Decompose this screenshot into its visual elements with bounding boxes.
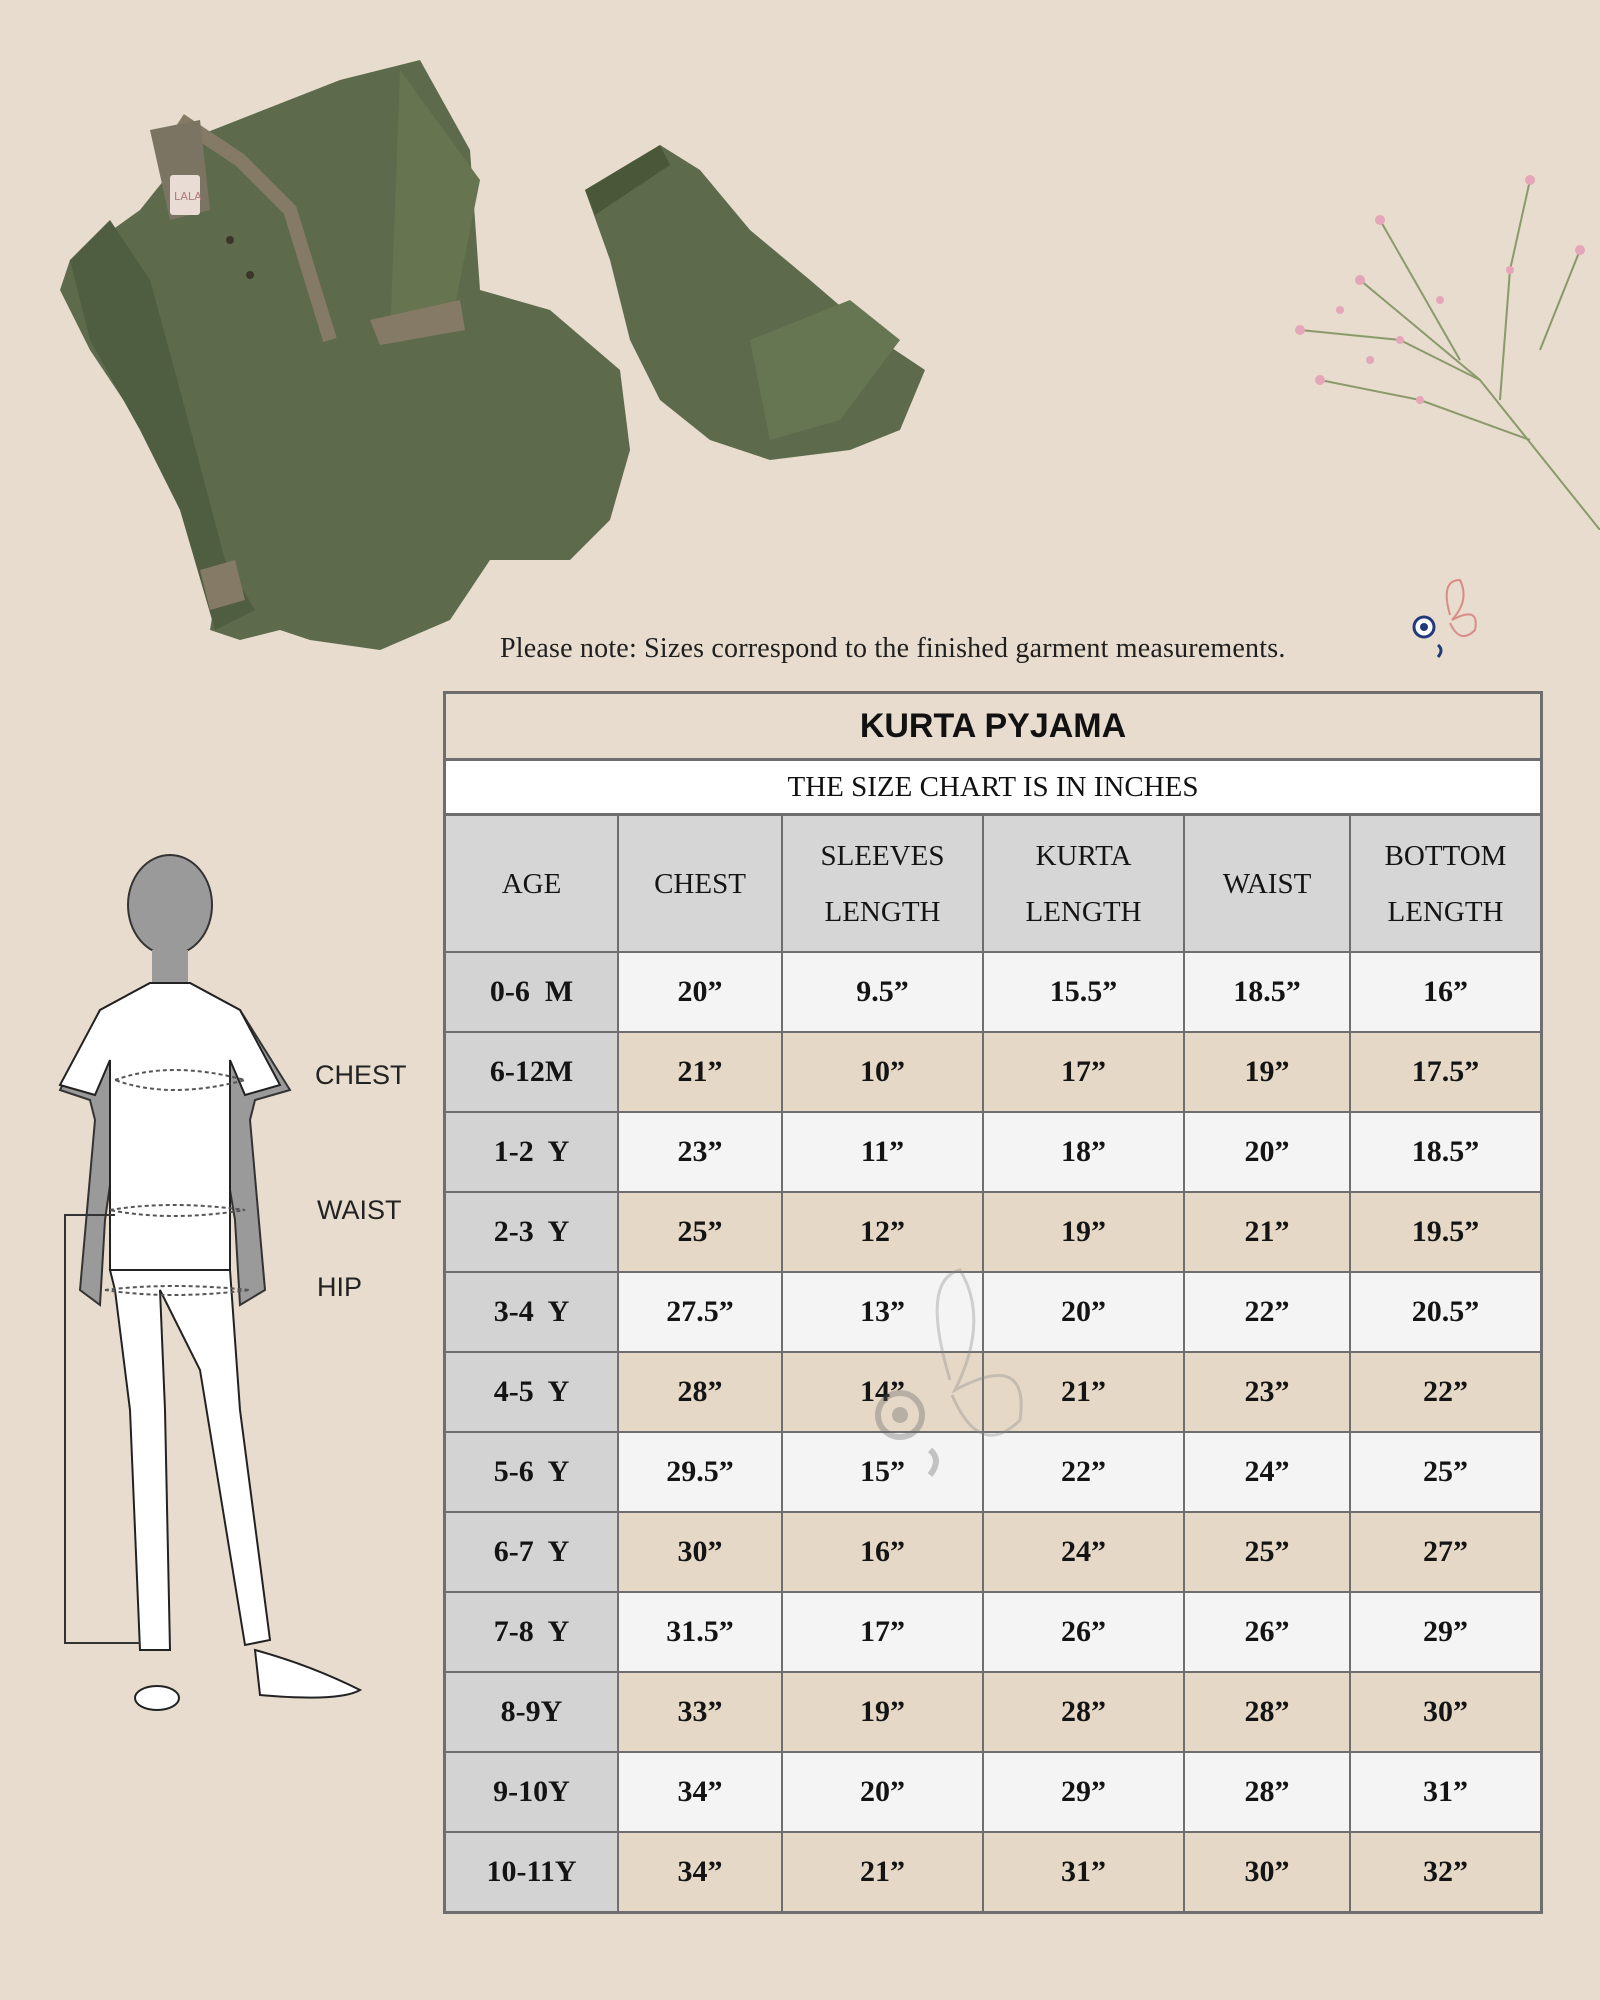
table-row	[446, 1832, 1540, 1911]
table-row	[446, 1672, 1540, 1752]
cell-age: 5-6 Y	[446, 1432, 618, 1512]
cell-age: 6-7 Y	[446, 1512, 618, 1592]
cell-age: 8-9Y	[446, 1672, 618, 1752]
cell-kurta-length: 31”	[983, 1832, 1184, 1911]
cell-sleeves-length: 15”	[782, 1432, 983, 1512]
cell-chest: 21”	[618, 1032, 782, 1112]
flower-sprig-decoration	[1280, 150, 1600, 530]
cell-waist: 19”	[1184, 1032, 1350, 1112]
cell-sleeves-length: 19”	[782, 1672, 983, 1752]
product-image	[50, 40, 950, 680]
cell-age: 10-11Y	[446, 1832, 618, 1911]
cell-bottom-length: 25”	[1350, 1432, 1540, 1512]
cell-bottom-length: 19.5”	[1350, 1192, 1540, 1272]
cell-waist: 18.5”	[1184, 952, 1350, 1032]
cell-chest: 23”	[618, 1112, 782, 1192]
cell-waist: 28”	[1184, 1752, 1350, 1832]
cell-kurta-length: 19”	[983, 1192, 1184, 1272]
cell-age: 2-3 Y	[446, 1192, 618, 1272]
waist-label: WAIST	[317, 1195, 402, 1225]
cell-chest: 29.5”	[618, 1432, 782, 1512]
cell-chest: 27.5”	[618, 1272, 782, 1352]
cell-sleeves-length: 11”	[782, 1112, 983, 1192]
cell-bottom-length: 16”	[1350, 952, 1540, 1032]
table-row	[446, 1032, 1540, 1112]
column-header-chest: CHEST	[618, 816, 782, 952]
cell-age: 4-5 Y	[446, 1352, 618, 1432]
cell-bottom-length: 20.5”	[1350, 1272, 1540, 1352]
cell-age: 7-8 Y	[446, 1592, 618, 1672]
chest-label: CHEST	[315, 1060, 407, 1090]
cell-sleeves-length: 10”	[782, 1032, 983, 1112]
cell-sleeves-length: 17”	[782, 1592, 983, 1672]
cell-sleeves-length: 20”	[782, 1752, 983, 1832]
column-header-bottom-length: BOTTOM LENGTH	[1350, 816, 1540, 952]
cell-kurta-length: 26”	[983, 1592, 1184, 1672]
cell-bottom-length: 27”	[1350, 1512, 1540, 1592]
cell-bottom-length: 17.5”	[1350, 1032, 1540, 1112]
cell-kurta-length: 17”	[983, 1032, 1184, 1112]
cell-waist: 30”	[1184, 1832, 1350, 1911]
kurta-shirt	[60, 60, 630, 650]
cell-age: 6-12M	[446, 1032, 618, 1112]
cell-kurta-length: 29”	[983, 1752, 1184, 1832]
cell-kurta-length: 18”	[983, 1112, 1184, 1192]
cell-bottom-length: 30”	[1350, 1672, 1540, 1752]
cell-sleeves-length: 13”	[782, 1272, 983, 1352]
cell-age: 0-6 M	[446, 952, 618, 1032]
cell-age: 9-10Y	[446, 1752, 618, 1832]
cell-waist: 20”	[1184, 1112, 1350, 1192]
table-row	[446, 1112, 1540, 1192]
table-row	[446, 1592, 1540, 1672]
cell-waist: 22”	[1184, 1272, 1350, 1352]
table-row	[446, 1752, 1540, 1832]
cell-sleeves-length: 14”	[782, 1352, 983, 1432]
boy-measurement-figure	[40, 850, 440, 1730]
cell-chest: 28”	[618, 1352, 782, 1432]
cell-waist: 26”	[1184, 1592, 1350, 1672]
pyjama-pants	[585, 145, 925, 460]
cell-kurta-length: 15.5”	[983, 952, 1184, 1032]
cell-age: 3-4 Y	[446, 1272, 618, 1352]
cell-sleeves-length: 12”	[782, 1192, 983, 1272]
cell-bottom-length: 29”	[1350, 1592, 1540, 1672]
cell-bottom-length: 22”	[1350, 1352, 1540, 1432]
cell-chest: 34”	[618, 1752, 782, 1832]
cell-chest: 31.5”	[618, 1592, 782, 1672]
chart-title: KURTA PYJAMA	[446, 694, 1540, 761]
cell-waist: 23”	[1184, 1352, 1350, 1432]
cell-kurta-length: 22”	[983, 1432, 1184, 1512]
column-header-waist: WAIST	[1184, 816, 1350, 952]
cell-chest: 34”	[618, 1832, 782, 1911]
cell-chest: 20”	[618, 952, 782, 1032]
cell-kurta-length: 21”	[983, 1352, 1184, 1432]
cell-sleeves-length: 9.5”	[782, 952, 983, 1032]
cell-waist: 24”	[1184, 1432, 1350, 1512]
cell-chest: 33”	[618, 1672, 782, 1752]
size-note: Please note: Sizes correspond to the finished garment measurements.	[500, 633, 1286, 664]
cell-bottom-length: 32”	[1350, 1832, 1540, 1911]
table-row	[446, 1512, 1540, 1592]
column-header-age: AGE	[446, 816, 618, 952]
cell-waist: 25”	[1184, 1512, 1350, 1592]
cell-chest: 30”	[618, 1512, 782, 1592]
cell-sleeves-length: 16”	[782, 1512, 983, 1592]
svg-text:LALA: LALA	[174, 190, 202, 203]
column-header-kurta-length: KURTA LENGTH	[983, 816, 1184, 952]
table-header-row	[446, 816, 1540, 952]
cell-bottom-length: 18.5”	[1350, 1112, 1540, 1192]
cell-kurta-length: 20”	[983, 1272, 1184, 1352]
cell-bottom-length: 31”	[1350, 1752, 1540, 1832]
cell-kurta-length: 28”	[983, 1672, 1184, 1752]
chart-subtitle: THE SIZE CHART IS IN INCHES	[446, 761, 1540, 816]
column-header-sleeves-length: SLEEVES LENGTH	[782, 816, 983, 952]
cell-waist: 21”	[1184, 1192, 1350, 1272]
cell-chest: 25”	[618, 1192, 782, 1272]
butterfly-watermark-icon	[860, 1260, 1040, 1500]
table-row	[446, 952, 1540, 1032]
cell-sleeves-length: 21”	[782, 1832, 983, 1911]
butterfly-logo-icon	[1410, 575, 1482, 665]
cell-kurta-length: 24”	[983, 1512, 1184, 1592]
cell-waist: 28”	[1184, 1672, 1350, 1752]
hip-label: HIP	[317, 1272, 363, 1302]
cell-age: 1-2 Y	[446, 1112, 618, 1192]
